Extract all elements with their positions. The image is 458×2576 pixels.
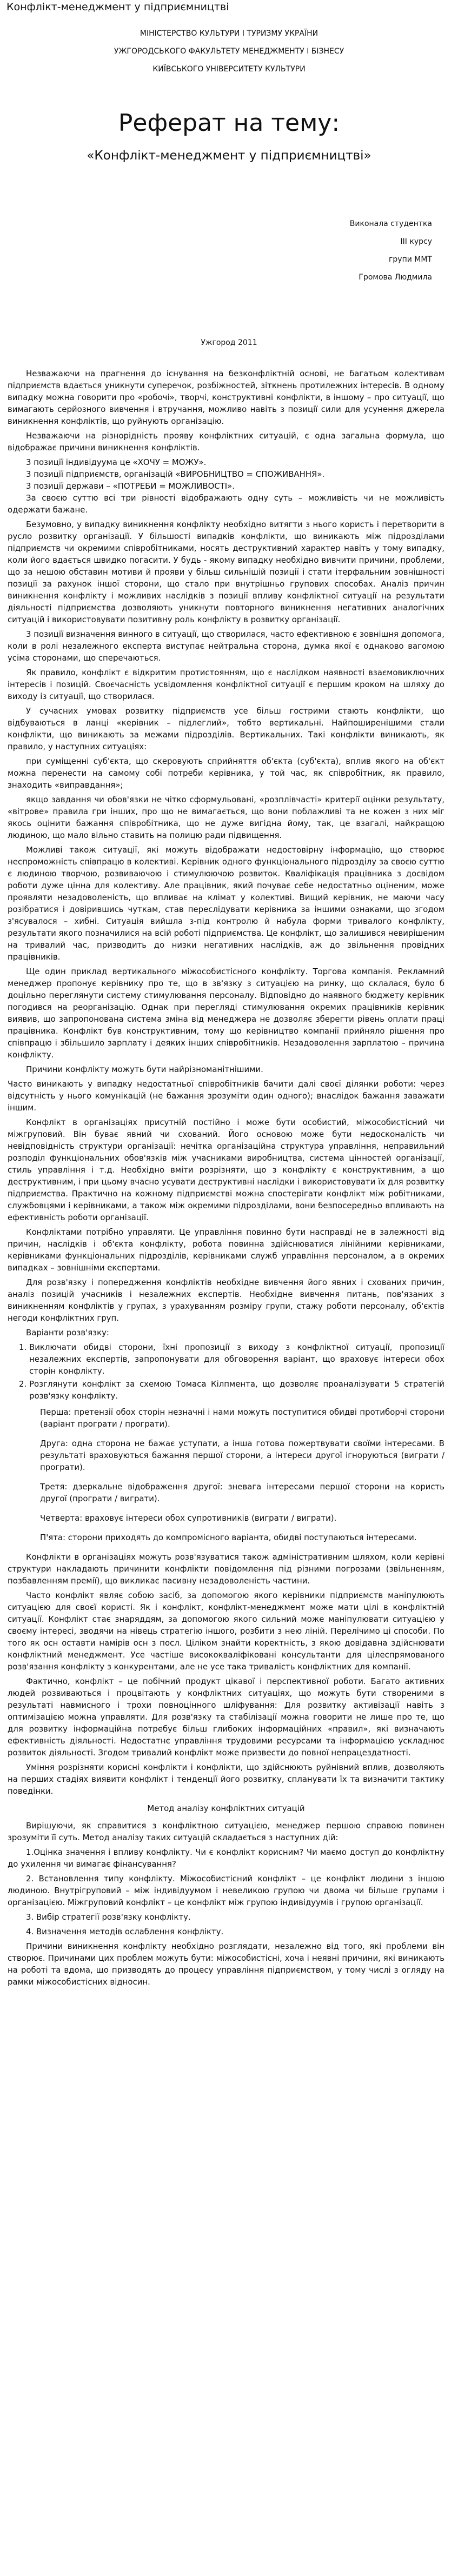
paragraph: Безумовно, у випадку виникнення конфлікту необхідно витягти з нього користь і перетворити в русло розвитку організації. У більшості випадків конфлікти, що виникають між підрозділами підприємств чи окремими співробітниками, носять деструктивний характер навіть у тому випадку, коли його вдається швидко погасити. У будь - якому випадку необхідно вивчити причини, проблеми, що за нешою обставин мотиви й прояви у більш сильнішій позиції і стати ітерфальним зовнішності позиції за рахунок іншої сторони, що стало при внутрішньо групових способах. Аналіз причин виникнення конфлікту і можливих наслідків з позиції впливу конфліктної ситуації на результати діяльності підприємства дозволяють уникнути повторного виникнення негативних аналогічних ситуацій і використовувати позитивну роль конфлікту в розвитку організації. <box>8 520 444 624</box>
paragraph: Причини конфлікту можуть бути найрізноманітнішими. <box>26 1064 263 1074</box>
list-item: 1. Виключати обидві сторони, їхні пропозиції з виходу з конфліктної ситуації, пропозиції незалежних експертів, запропонувати для обговорення варіант, що враховує інтереси обох сторін конфлікту. <box>29 1341 444 1377</box>
paragraph: Часто конфлікт являє собою засіб, за допомогою якого керівники підприємств маніпулюють ситуацією для своєї користі. Як і конфлікт, конфлікт-менеджмент може мати цілі в конфліктній ситуації. Конфлікт стає знаряддям, за допомогою якого сильний може маніпулювати ситуацією у своєму інтересі, зводячи на нівець стратегію іншого, розбити з нею ліній. Перелічимо ці способи. По того як осн оставти намірів осн з посл. Ціліком знайти коректність, з якою довідавна здійснювати конфліктний менеджмент. Усе частіше висококваліфіковані консультанти для цілеспрямованого розв'язання конфлікту з конкурентами, але не усе така тривалість конфліктних для компанії. <box>8 1590 444 1672</box>
report-body <box>8 368 444 2573</box>
paragraph: Незважаючи на різнорідність прояву конфліктних ситуацій, є одна загальна формула, що відображає причини виникнення конфліктів. <box>8 431 444 452</box>
document-title: Конфлікт-менеджмент у підприємництві <box>6 1 229 13</box>
paragraph: Для розв'язку і попередження конфліктів необхідне вивчення його явних і схованих причин, аналіз позицій учасників і незалежних експертів. Необхідне вивчення питань, пов'язаних з виникненням конфліктів у групах, з урахуванням розміру групи, стажу роботи персоналу, об'єктів негоди конфліктних груп. <box>8 1277 444 1323</box>
paragraph: Конфлікт в організаціях присутній постійно і може бути особистий, міжособистісний чи міжгруповий. Він буває явний чи схований. Його основою може бути недосконалість чи невідповідність структури організації: нечітка організаційна структура управління, неправильний розподіл функціональних обов'язків між учасниками виробництва, система цінностей організації, стиль управління і т.д. Необхідно вміти розрізняти, що з конфлікту є конструктивним, а що деструктивним, і при цьому вчасно усувати деструктивні наслідки і використовувати їх для розвитку підприємства. Практично на кожному підприємстві можна спостерігати конфлікт між робітниками, службовцями і керівниками, а також між окремими підрозділами, вони безпосередньо впливають на ефективність роботи організації. <box>8 1117 444 1222</box>
step-item: 1.Оцінка значення і впливу конфлікту. Чи є конфлікт корисним? Чи маємо доступ до конфліктну до ухилення чи вимагає фінансування? <box>8 1847 444 1869</box>
paragraph: якщо завдання чи обов'язки не чітко сформульовані, «розплівчасті» критерії оцінки результату, «вітрове» правила гри інших, про що не вимагається, що вони поблажливі та не кожен з них міг якось оцінити бажання співробітника, що не дуже вигідна йому, так, це взагалі, найкращою людиною, що мало вільно ставить на полицю ради підвищення. <box>8 795 444 840</box>
author-name: Громова Людмила <box>359 273 432 282</box>
formula-individual: 3 позиції індивідуума це «ХОЧУ = МОЖУ». <box>26 457 207 467</box>
strategy-item: Четверта: враховує інтереси обох супротивників (виграти / виграти). <box>40 1513 337 1523</box>
report-heading: Реферат на тему: <box>118 109 340 137</box>
paragraph: Вирішуючи, як справитися з конфліктною ситуацією, менеджер першою справою повинен зрозуміти її суть. Метод аналізу таких ситуацій складається з наступних дій: <box>8 1821 444 1842</box>
author-role: Виконала студентка <box>349 219 432 228</box>
paragraph: Причини виникнення конфлікту необхідно розглядати, незалежно від того, які проблеми він створює. Причинами цих проблем можуть бути: міжособистісні, хоча і неявні причини, які виникають на роботі та вдома, що призводять до процесу управління підприємством, у тому числі з огляду на рамки міжособистісних відносин. <box>8 1941 444 1987</box>
paragraph: Часто виникають у випадку недостатньої співробітників бачити далі своєї ділянки роботи: через відсутність у нього комунікацій (не бажання зрозуміти один одного); внаслідок бажання заважати іншим. <box>8 1079 444 1113</box>
section-heading: Метод аналізу конфліктних ситуацій <box>147 1803 305 1813</box>
place-year: Ужгород 2011 <box>201 338 257 347</box>
report-topic: «Конфлікт-менеджмент у підприємництві» <box>87 149 371 163</box>
paragraph: Конфлікти в організаціях можуть розв'язуватися також адміністративним шляхом, коли керівні структури накладають причинити конфлікти повідомлення під різними погрозами (звільненням, позбавленням премії), що викликає пасивну незадоволеність частини. <box>8 1552 444 1586</box>
paragraph: Конфліктами потрібно управляти. Це управління повинно бути насправді не в залежності від причин, наслідків і об'єкта конфлікту, робота повинна здійснюватися лінійними керівниками, керівниками функціональних підрозділів, керівниками служб управління персоналом, а в окремих випадках – зовнішніми експертами. <box>8 1227 444 1273</box>
paragraph: 3 позиції визначення винного в ситуації, що створилася, часто ефективною є зовнішня допомога, коли в ролі незалежного експерта виступає нейтральна сторона, думка якої є однаково вагомою усіма сторонами, що сперечаються. <box>8 629 444 663</box>
paragraph: при суміщенні суб'єкта, що скеровують сприйняття об'єкта (суб'єкта), вплив якого на об'єкт можна перенести на самому собі потреби керівника, у той час, як співробітник, як правило, знаходить «виправдання»; <box>8 756 444 790</box>
author-group: групи ММТ <box>389 255 432 264</box>
paragraph: Фактично, конфлікт – це побічний продукт цікавої і перспективної роботи. Багато активних людей розвиваються і процвітають у конфліктних ситуаціях, що можуть бути створеними в результаті навмисного і трохи повноцінного шліфування: Для розвитку активізації навіть з оптимізацією можна управляти. Для розв'язку та стабілізації можна говорити не лише про те, що для розвитку інформаційна потребує більш глибоких інформаційних «правил», які визначають ефективність діяльності. Недостатнє управління трудовими ресурсами та інформацією ускладнює розвиток діяльності. Згодом тривалий конфлікт може призвести до повної непрацездатності. <box>8 1676 444 1758</box>
author-course: ІІІ курсу <box>400 237 432 246</box>
step-item: 2. Встановлення типу конфлікту. Міжособистісний конфлікт – це конфлікт людини з іншою людиною. Внутрігруповий – між індивідуумом і невеликою групою чи двома чи більше групами і організацією. Міжгруповий конфлікт – це конфлікт між групою індивідуумів і групою організації. <box>8 1874 444 1907</box>
paragraph: Ще один приклад вертикального міжособистісного конфлікту. Торгова компанія. Рекламний менеджер пропонує керівнику про те, що в зв'язку з ситуацією на ринку, що склалася, було б доцільно переглянути систему стимулювання персоналу. Відповідно до наявного бюджету керівник погодився на реорганізацію. Однак при перегляді стимулювання окремих працівників керівник виявив, що запропонована система зміна від менеджера не дозволяє зберегти рівень оплати праці працівника. Конфлікт був конструктивним, тому що керівництво компанії прийняло рішення про співпрацю і збільшило зарплату і деяких інших співробітників. Незадоволення зарплатою – причина конфлікту. <box>8 967 444 1060</box>
paragraph: Незважаючи на прагнення до існування на безконфліктній основі, не багатьом колективам підприємств вдається уникнути суперечок, розбіжностей, зіткнень протилежних інтересів. В одному випадку можна говорити про «робочі», творчі, конструктивні конфлікти, в іншому – про ситуації, що вимагають серйозного вивчення і втручання, можливо навіть з позиції сили для усунення джерела виникнення конфліктів, що руйнують організацію. <box>8 369 444 426</box>
faculty-line: УЖГОРОДСЬКОГО ФАКУЛЬТЕТУ МЕНЕДЖМЕНТУ І БІЗНЕСУ <box>114 47 344 56</box>
formula-state: 3 позиції держави – «ПОТРЕБИ = МОЖЛИВОСТІ». <box>26 481 235 491</box>
solution-list <box>8 1341 444 1402</box>
list-item: 2. Розглянути конфлікт за схемою Томаса Кілпмента, що дозволяє проаналізувати 5 стратегій розв'язку конфлікту. <box>29 1378 444 1402</box>
formula-enterprise: 3 позиції підприємств, організацій «ВИРОБНИЦТВО = СПОЖИВАННЯ». <box>26 469 325 479</box>
paragraph: Уміння розрізняти корисні конфлікти і конфлікти, що здійснюють руйнівний вплив, дозволяють на перших стадіях виявити конфлікт і тенденції його розвитку, спланувати їх та визначити тактику поведінки. <box>8 1762 444 1796</box>
strategy-item: Третя: дзеркальне відображення другої: зневага інтересами першої сторони на користь другої (програти / виграти). <box>40 1482 444 1503</box>
paragraph: Як правило, конфлікт є відкритим протистоянням, що є наслідком наявності взаємовиключних інтересів і позицій. Своєчасність усвідомлення конфліктної ситуації є першим кроком на шляху до виходу із ситуації, що створилася. <box>8 668 444 701</box>
paragraph: Можливі також ситуації, які можуть відображати недостовірну інформацію, що створює неспроможність співпрацю в колективі. Керівник одного функціонального підрозділу за своєю суттю є людиною творчою, розвиваючою і стимулюючою розвиток. Кваліфікація працівника з досвідом роботи дуже цінна для колективу. Але працівник, який почуває себе недостатньо оціненим, може проявляти незадоволеність, що впливає на клімат у колективі. Вищий керівник, не маючи часу розібратися і довірившись чуткам, став переслідувати керівника за іншими ознаками, що згодом з'ясувалося – хибні. Ситуація вийшла з-під контролю й набула форми тривалого конфлікту, результати якого позначилися на всій роботі підприємства. Це конфлікт, що залишився невирішеним на тривалий час, призводить до низки негативних наслідків, аж до звільнення провідних працівників. <box>8 845 444 962</box>
step-item: 3. Вибір стратегії розв'язку конфлікту. <box>26 1912 191 1922</box>
university-line: КИЇВСЬКОГО УНІВЕРСИТЕТУ КУЛЬТУРИ <box>152 65 306 74</box>
institution-header <box>0 25 458 78</box>
strategy-item: Перша: претензії обох сторін незначні і нами можуть поступитися обидві протиборчі сторони (варіант програти / програти). <box>40 1407 444 1429</box>
paragraph: За своєю суттю всі три рівності відображають одну суть – можливість чи не можливість одержати бажане. <box>8 493 444 515</box>
strategy-item: П'ята: сторони приходять до компромісного варіанта, обидві поступаються інтересами. <box>40 1533 417 1542</box>
author-block <box>350 215 432 287</box>
ministry-line: МІНІСТЕРСТВО КУЛЬТУРИ І ТУРИЗМУ УКРАЇНИ <box>140 29 318 38</box>
strategy-item: Друга: одна сторона не бажає уступати, а інша готова пожертвувати своїми інтересами. В результаті враховуються бажання першої сторони, а інтереси другої ігноруються (виграти / програти). <box>40 1439 444 1472</box>
step-item: 4. Визначення методів ослаблення конфлікту. <box>26 1927 224 1936</box>
paragraph: Варіанти розв'язку: <box>26 1328 109 1337</box>
paragraph: У сучасних умовах розвитку підприємств усе більш гострими стають конфлікти, що відбуваються в ланці «керівник – підлеглий», тобто вертикальні. Найпоширенішими стали конфлікти, що виникають за межами підрозділів. Вертикальних. Такі конфлікти виникають, як правило, у наступних ситуаціях: <box>8 706 444 751</box>
